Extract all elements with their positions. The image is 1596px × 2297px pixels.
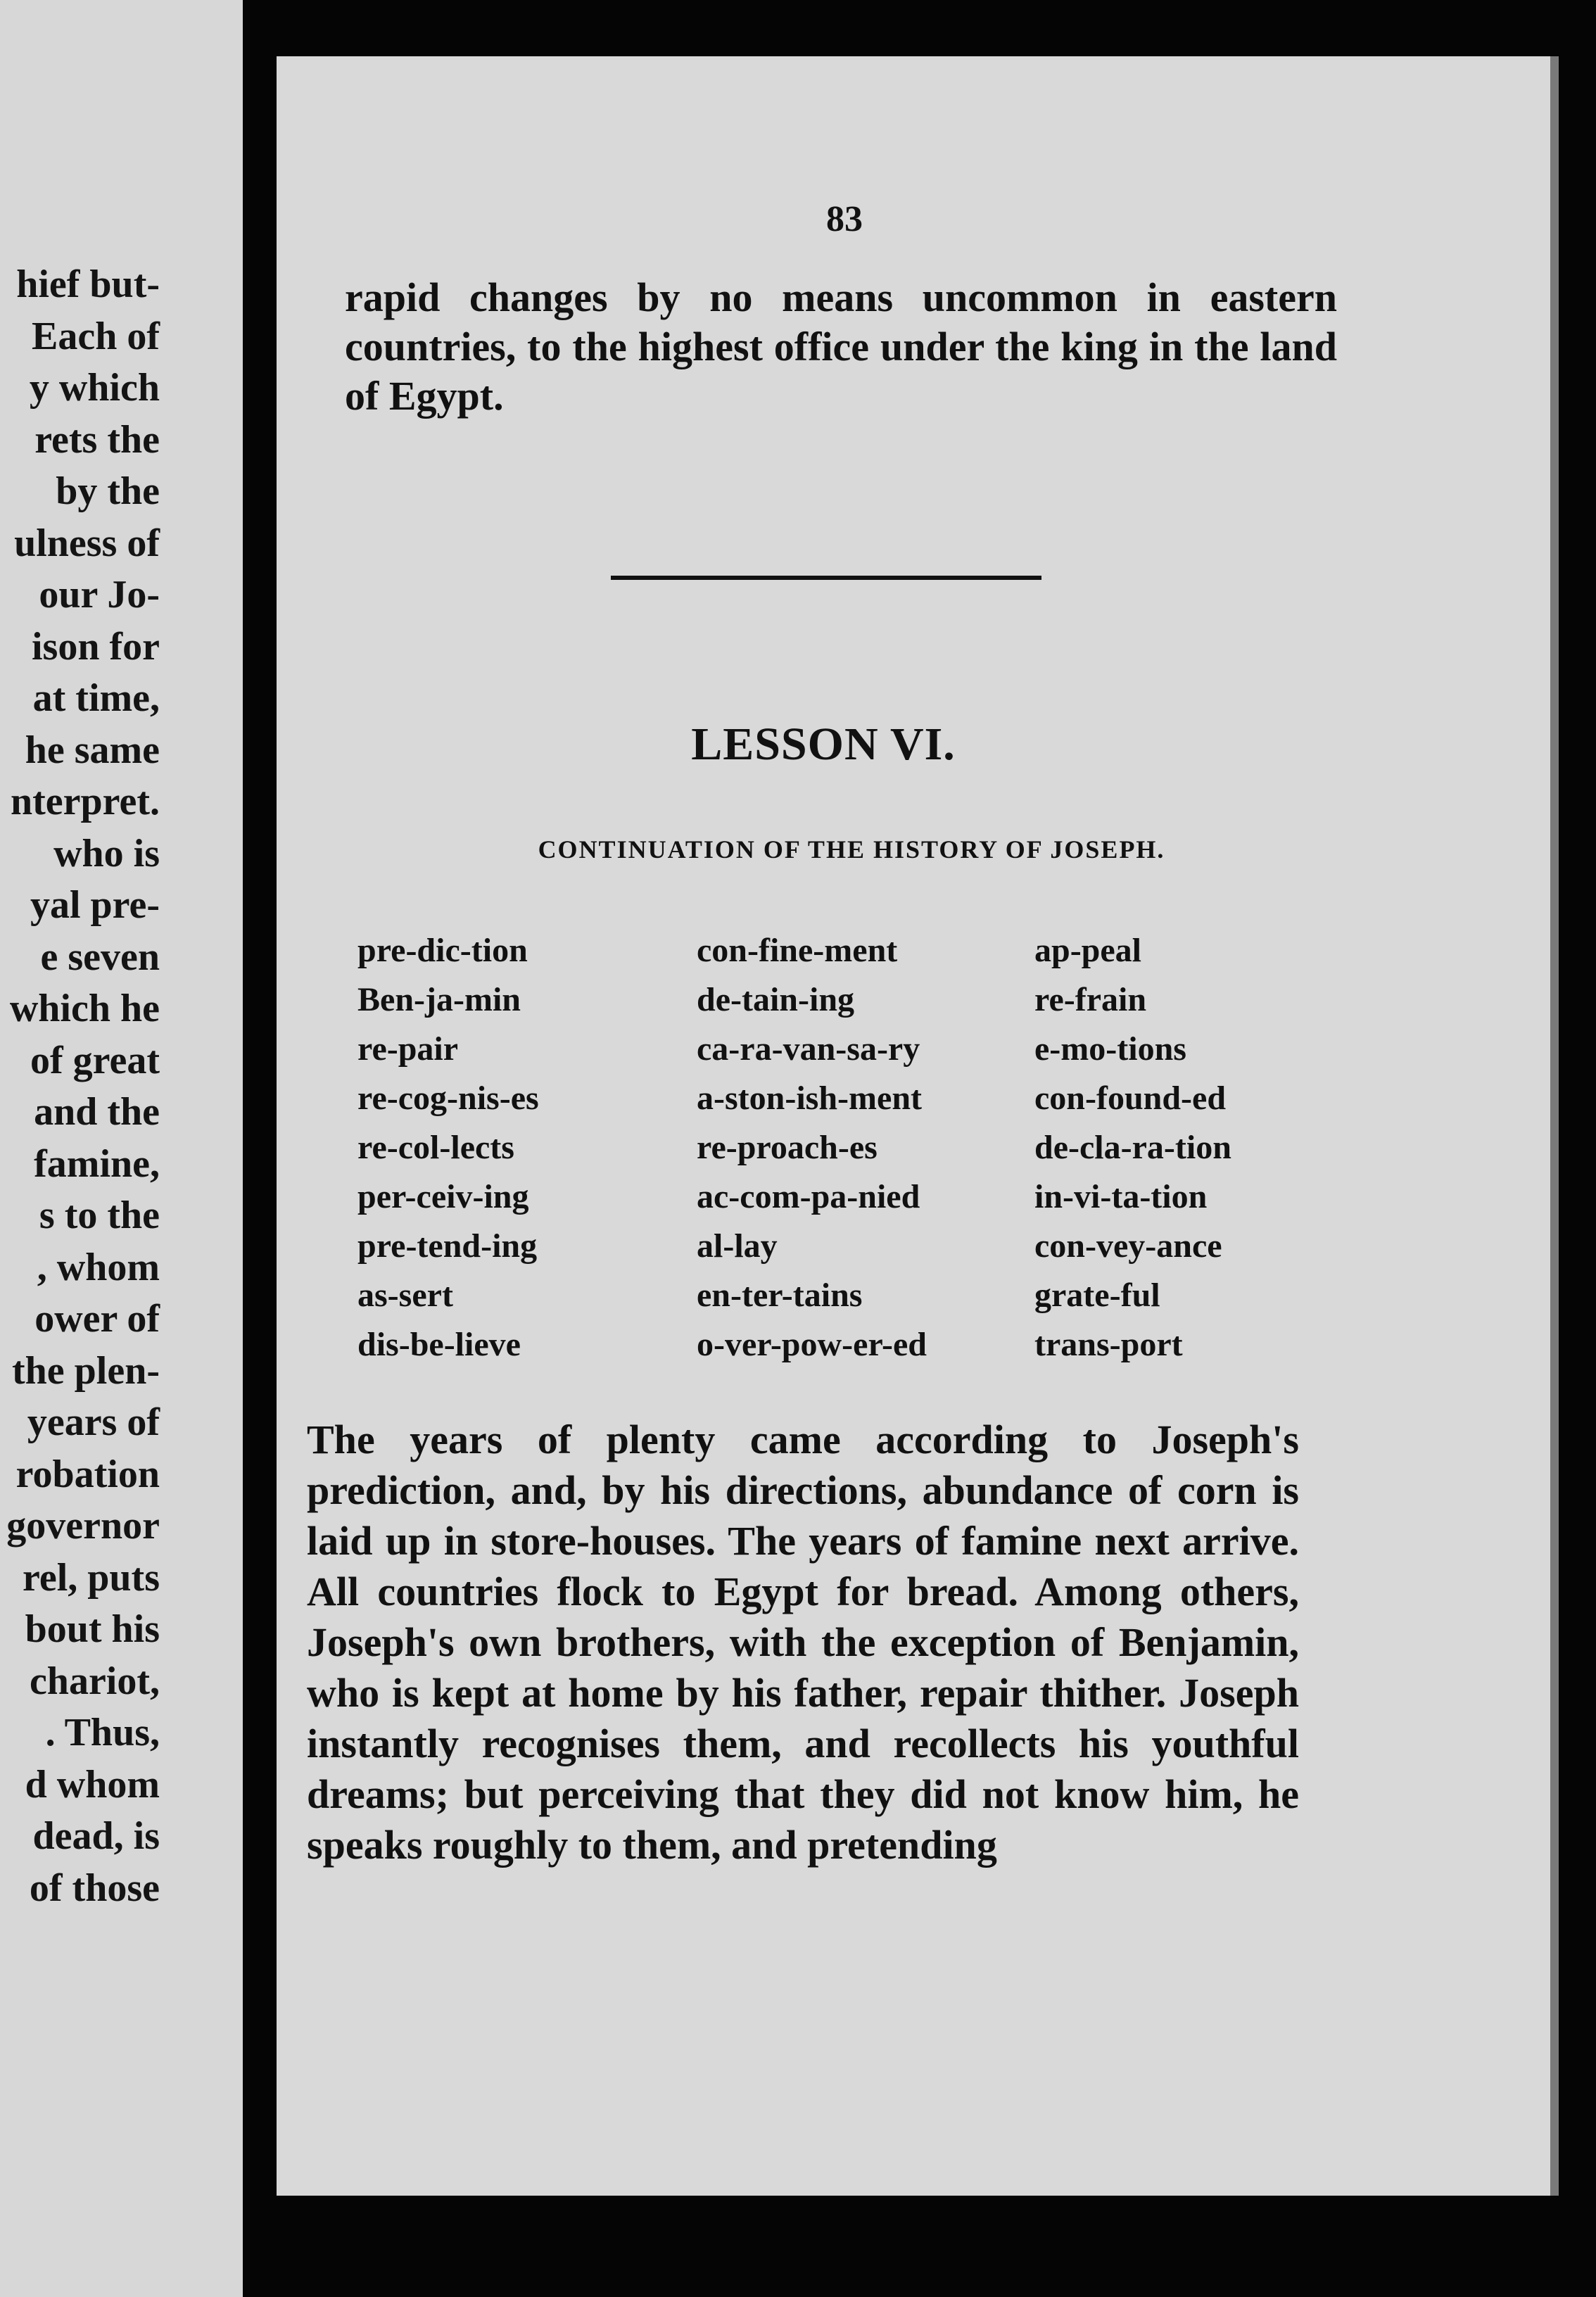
section-divider (611, 576, 1041, 580)
word-item: ca-ra-van-sa-ry (697, 1030, 920, 1068)
previous-page-line: , whom (37, 1245, 160, 1289)
previous-page-line: y which (29, 366, 160, 410)
previous-page-line: our Jo- (39, 573, 160, 616)
word-column-2 (697, 926, 927, 1369)
word-item: as-sert (357, 1277, 453, 1314)
previous-page-line: s to the (39, 1194, 160, 1237)
previous-page-line: hief but- (16, 262, 160, 306)
previous-page-line: ison for (32, 624, 160, 669)
word-item: de-cla-ra-tion (1034, 1129, 1231, 1166)
previous-page-line: ulness of (14, 521, 160, 565)
previous-page-line: bout his (25, 1607, 160, 1651)
previous-page-line: yal pre- (30, 883, 160, 927)
word-column-1 (357, 926, 539, 1369)
previous-page-line: d whom (25, 1762, 160, 1806)
previous-page-line: governor (6, 1504, 160, 1548)
word-item: ap-peal (1034, 932, 1142, 969)
previous-page-line: and the (34, 1090, 160, 1134)
word-item: re-frain (1034, 981, 1147, 1018)
previous-page-line: famine, (34, 1141, 160, 1186)
word-item: o-ver-pow-er-ed (697, 1326, 927, 1363)
previous-page-line: years of (27, 1400, 160, 1444)
continuation-paragraph: rapid changes by no means uncommon in eastern countries, to the highest office under the king in the land of Egypt. (345, 274, 1337, 419)
word-item: a-ston-ish-ment (697, 1080, 922, 1117)
previous-page-line: e seven (40, 935, 160, 979)
previous-page-line: robation (15, 1452, 160, 1496)
previous-page-text (0, 259, 160, 1914)
word-item: e-mo-tions (1034, 1030, 1186, 1068)
previous-page-line: rel, puts (23, 1555, 160, 1600)
word-item: trans-port (1034, 1326, 1183, 1363)
book-spine (243, 0, 277, 2297)
word-item: pre-dic-tion (357, 932, 528, 969)
word-item: Ben-ja-min (357, 981, 521, 1018)
previous-page-line: chariot, (29, 1659, 160, 1703)
previous-page-line: . Thus, (45, 1711, 160, 1754)
previous-page-line: the plen- (12, 1348, 160, 1393)
previous-page-edge (0, 0, 243, 2297)
word-item: de-tain-ing (697, 981, 855, 1018)
previous-page-line: of great (30, 1038, 160, 1082)
previous-page-line: who is (53, 831, 160, 875)
lesson-subtitle: CONTINUATION OF THE HISTORY OF JOSEPH. (538, 835, 1165, 863)
previous-page-line: at time, (32, 676, 160, 720)
word-item: ac-com-pa-nied (697, 1178, 920, 1215)
word-item: grate-ful (1034, 1277, 1160, 1314)
page-number: 83 (826, 199, 863, 239)
word-item: con-fine-ment (697, 932, 898, 969)
previous-page-line: of those (29, 1866, 160, 1910)
word-column-3 (1034, 926, 1231, 1369)
previous-page-line: ower of (34, 1297, 160, 1341)
lesson-body-paragraph: The years of plenty came according to Joseph's prediction, and, by his directions, abundance of corn is laid up in store-houses. The years of famine next arrive. All countries flock to Egypt for bread. Among others, Joseph's own brothers, with the exception of Benjamin, who is kept at home by his father, repair thither. Joseph instantly recognises them, and recollects his youthful dreams; but perceiving that they did not know him, he speaks roughly to them, and pretending (307, 1417, 1299, 1868)
word-item: in-vi-ta-tion (1034, 1178, 1208, 1215)
lesson-title: LESSON VI. (691, 719, 956, 770)
word-item: re-proach-es (697, 1129, 878, 1166)
word-item: al-lay (697, 1227, 778, 1265)
word-item: con-found-ed (1034, 1080, 1227, 1117)
scan-background (277, 2196, 1559, 2297)
word-item: re-pair (357, 1030, 459, 1068)
page-edge (1550, 56, 1559, 2196)
previous-page-line: nterpret. (11, 780, 160, 823)
previous-page-line: dead, is (32, 1814, 160, 1858)
previous-page-line: he same (25, 728, 160, 772)
word-item: re-cog-nis-es (357, 1080, 539, 1117)
previous-page-line: Each of (32, 314, 160, 358)
word-item: pre-tend-ing (357, 1227, 538, 1265)
word-item: en-ter-tains (697, 1277, 863, 1314)
word-item: dis-be-lieve (357, 1326, 521, 1363)
word-item: re-col-lects (357, 1129, 514, 1166)
previous-page-line: by the (56, 469, 160, 513)
previous-page-line: rets the (34, 417, 160, 462)
word-item: con-vey-ance (1034, 1227, 1222, 1265)
previous-page-line: which he (9, 987, 160, 1030)
word-item: per-ceiv-ing (357, 1178, 529, 1215)
